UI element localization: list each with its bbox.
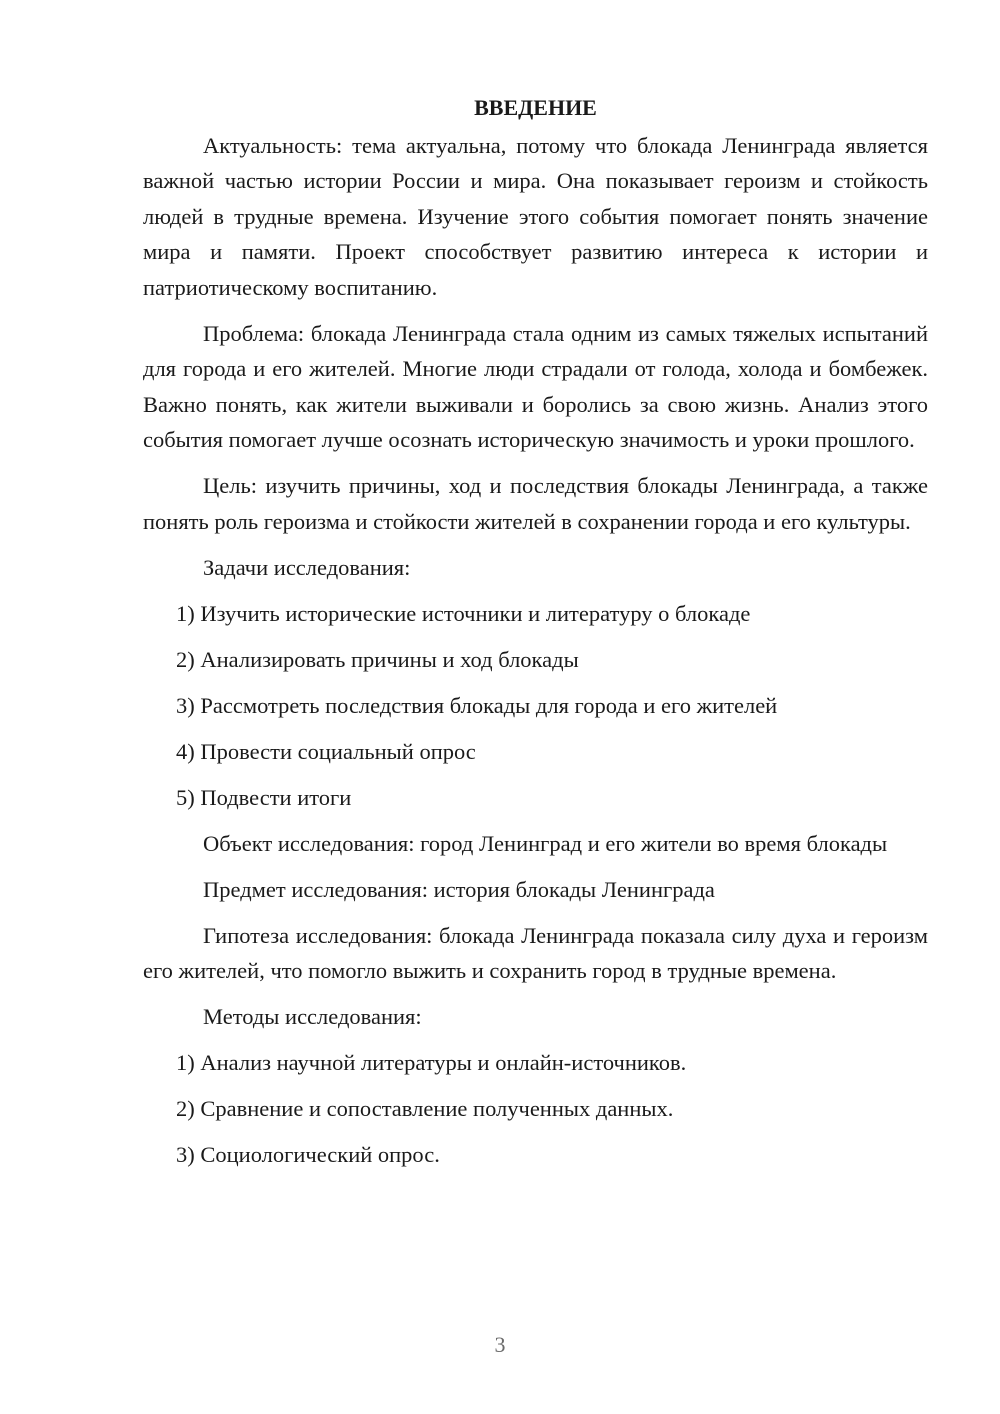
goal-paragraph: Цель: изучить причины, ход и последствия блокады Ленинграда, а также понять роль героизма и стойкости жителей в сохранении города и его культуры. (143, 473, 928, 534)
task-item: 4) Провести социальный опрос (176, 738, 476, 764)
method-item: 1) Анализ научной литературы и онлайн-источников. (176, 1050, 687, 1075)
task-item: 2) Анализировать причины и ход блокады (176, 646, 579, 672)
relevance-paragraph: Актуальность: тема актуальна, потому что блокада Ленинграда является важной частью истории России и мира. Она показывает героизм и стойкость людей в трудные времена. Изучение этого события помогает понять значение мира и памяти. Проект способствует развитию интереса к истории и патриотическому воспитанию. (143, 132, 928, 300)
object-paragraph: Объект исследования: город Ленинград и его жители во время блокады (203, 830, 888, 856)
subject-paragraph: Предмет исследования: история блокады Ленинграда (203, 876, 715, 902)
problem-paragraph: Проблема: блокада Ленинграда стала одним из самых тяжелых испытаний для города и его жителей. Многие люди страдали от голода, холода и бомбежек. Важно понять, как жители выживали и боролись за свою жизнь. Анализ этого события помогает лучше осознать историческую значимость и уроки прошлого. (143, 320, 928, 452)
tasks-list (143, 596, 928, 816)
task-item: 5) Подвести итоги (176, 784, 352, 810)
method-item: 2) Сравнение и сопоставление полученных данных. (176, 1096, 674, 1121)
section-title: ВВЕДЕНИЕ (474, 95, 597, 120)
methods-heading: Методы исследования: (203, 1004, 422, 1029)
method-item: 3) Социологический опрос. (176, 1142, 440, 1167)
task-item: 3) Рассмотреть последствия блокады для города и его жителей (176, 692, 778, 718)
tasks-heading: Задачи исследования: (203, 554, 411, 580)
page-content (143, 90, 928, 1183)
page-number: 3 (494, 1332, 506, 1357)
hypothesis-paragraph: Гипотеза исследования: блокада Ленинграда показала силу духа и героизм его жителей, что помогло выжить и сохранить город в трудные времена. (143, 922, 928, 983)
task-item: 1) Изучить исторические источники и литературу о блокаде (176, 600, 751, 626)
methods-list (143, 1045, 928, 1173)
